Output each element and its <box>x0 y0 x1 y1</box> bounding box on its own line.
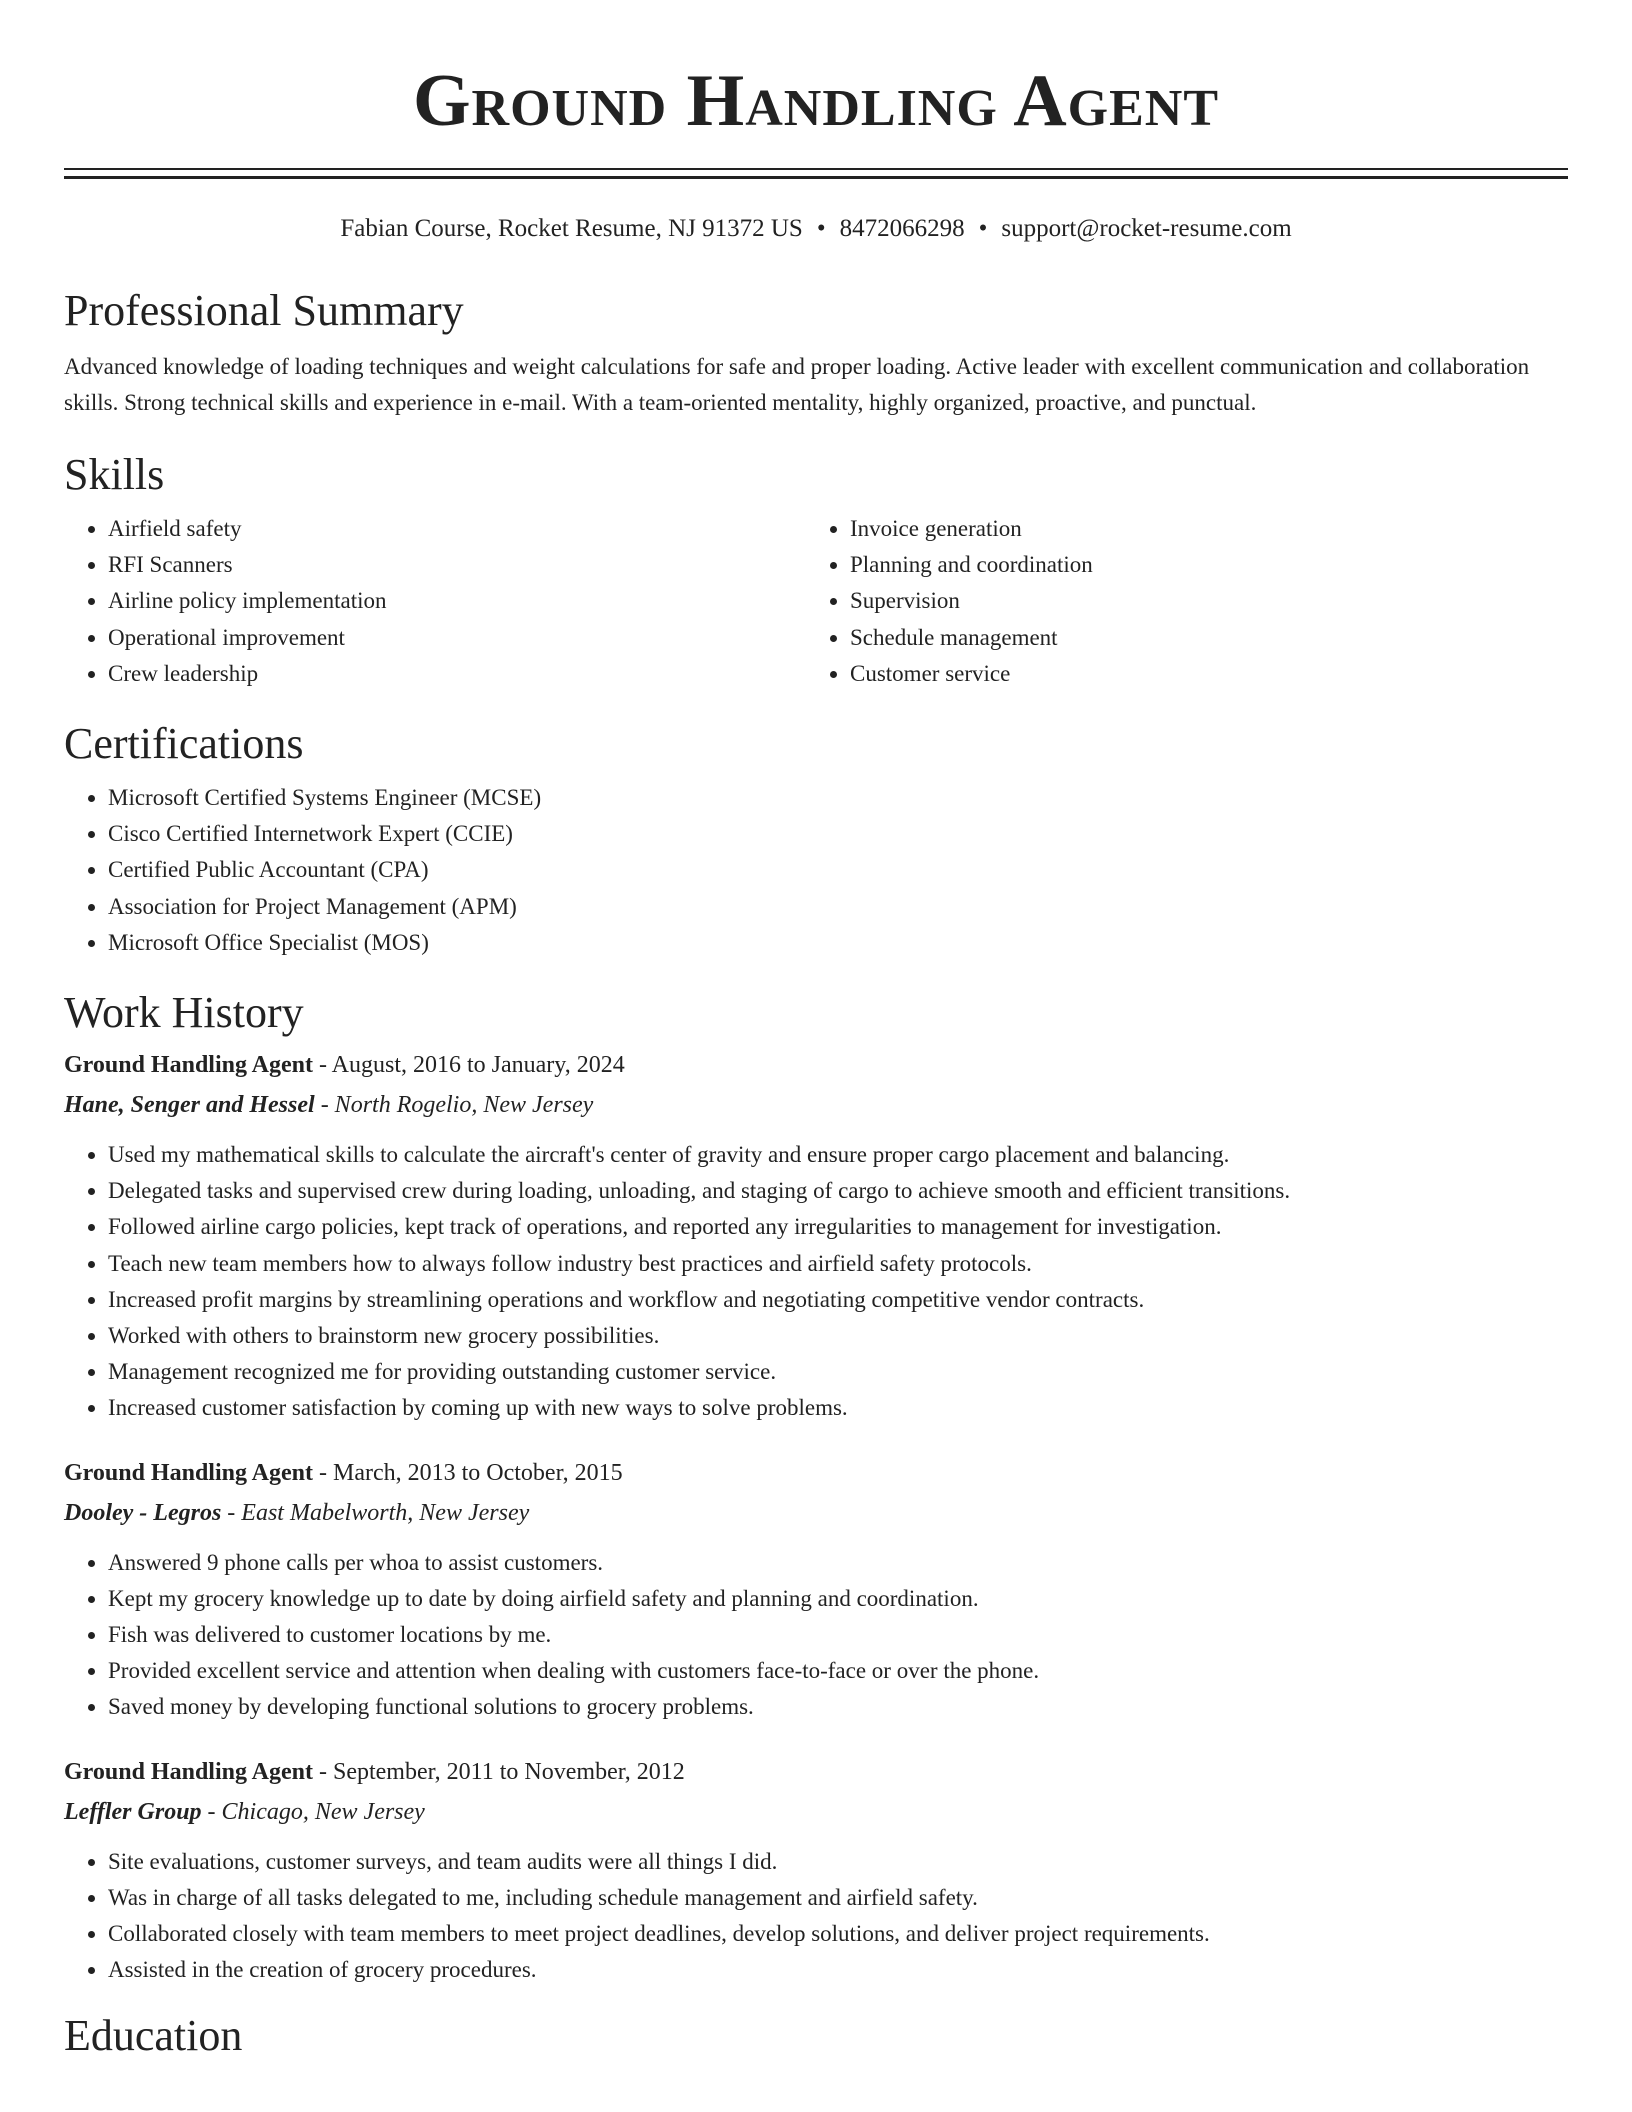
job-bullets <box>64 1844 1568 1989</box>
certification-item: • Association for Project Management (APM) <box>108 889 1568 925</box>
job-company: Dooley - Legros <box>64 1499 222 1526</box>
job-company: Hane, Senger and Hessel <box>64 1092 315 1119</box>
skill-item: • Invoice generation <box>850 511 1548 547</box>
contact-separator: • <box>978 215 988 242</box>
skill-item: • Crew leadership <box>108 656 806 692</box>
job-bullet: • Delegated tasks and supervised crew during loading, unloading, and staging of cargo to achieve smooth and efficient transitions. <box>108 1173 1568 1209</box>
job-title: Ground Handling Agent <box>64 1758 313 1785</box>
job-bullet: • Provided excellent service and attention when dealing with customers face-to-face or over the phone. <box>108 1653 1568 1689</box>
job-bullet: • Followed airline cargo policies, kept track of operations, and reported any irregularities to management for investigation. <box>108 1209 1568 1245</box>
resume-title: Ground Handling Agent <box>412 60 1220 142</box>
job-entry <box>64 1045 1568 1427</box>
job-bullet: • Teach new team members how to always follow industry best practices and airfield safety protocols. <box>108 1246 1568 1282</box>
skill-item: • Airfield safety <box>108 511 806 547</box>
job-title: Ground Handling Agent <box>64 1052 313 1079</box>
job-bullet: • Assisted in the creation of grocery procedures. <box>108 1952 1568 1988</box>
certifications-list <box>64 780 1568 961</box>
education-heading: Education <box>64 2011 243 2061</box>
job-company-line <box>64 1085 1568 1125</box>
skills-columns <box>64 511 1568 692</box>
job-title-line <box>64 1752 1568 1792</box>
certifications-heading: Certifications <box>64 719 304 769</box>
job-bullet: • Saved money by developing functional solutions to grocery problems. <box>108 1689 1568 1725</box>
job-company-line <box>64 1493 1568 1533</box>
job-bullet: • Worked with others to brainstorm new grocery possibilities. <box>108 1318 1568 1354</box>
job-bullet: • Site evaluations, customer surveys, and team audits were all things I did. <box>108 1844 1568 1880</box>
job-company-line <box>64 1792 1568 1832</box>
job-entry <box>64 1752 1568 1989</box>
skills-list-right <box>806 511 1548 692</box>
job-title-line <box>64 1453 1568 1493</box>
title-divider-bottom <box>64 176 1568 179</box>
skill-item: • Planning and coordination <box>850 547 1548 583</box>
job-bullet: • Was in charge of all tasks delegated to me, including schedule management and airfield safety. <box>108 1880 1568 1916</box>
certification-item: • Microsoft Office Specialist (MOS) <box>108 925 1568 961</box>
job-dates: - August, 2016 to January, 2024 <box>312 1052 625 1079</box>
job-bullet: • Increased profit margins by streamlining operations and workflow and negotiating competitive vendor contracts. <box>108 1282 1568 1318</box>
certification-item: • Certified Public Accountant (CPA) <box>108 852 1568 888</box>
job-location: - Chicago, New Jersey <box>201 1798 425 1825</box>
job-bullet: • Used my mathematical skills to calculate the aircraft's center of gravity and ensure proper cargo placement and balancing. <box>108 1137 1568 1173</box>
job-bullet: • Fish was delivered to customer locations by me. <box>108 1617 1568 1653</box>
job-dates: - September, 2011 to November, 2012 <box>312 1758 685 1785</box>
job-bullet: • Collaborated closely with team members to meet project deadlines, develop solutions, and deliver project requirements. <box>108 1916 1568 1952</box>
skill-item: • Supervision <box>850 583 1548 619</box>
skills-heading: Skills <box>64 450 165 499</box>
skill-item: • Airline policy implementation <box>108 583 806 619</box>
job-bullet: • Answered 9 phone calls per whoa to assist customers. <box>108 1545 1568 1581</box>
contact-address: Fabian Course, Rocket Resume, NJ 91372 US <box>340 215 803 242</box>
contact-phone: 8472066298 <box>839 215 965 242</box>
contact-separator: • <box>816 215 826 242</box>
title-divider-top <box>64 168 1568 170</box>
certification-item: • Microsoft Certified Systems Engineer (MCSE) <box>108 780 1568 816</box>
job-location: - North Rogelio, New Jersey <box>314 1092 594 1119</box>
job-bullet: • Management recognized me for providing outstanding customer service. <box>108 1354 1568 1390</box>
skill-item: • Operational improvement <box>108 620 806 656</box>
work-history-heading: Work History <box>64 988 304 1038</box>
job-bullet: • Increased customer satisfaction by coming up with new ways to solve problems. <box>108 1390 1568 1426</box>
contact-email: support@rocket-resume.com <box>1001 215 1292 242</box>
work-history-list <box>64 1045 1568 1988</box>
skill-item: • Schedule management <box>850 620 1548 656</box>
job-title: Ground Handling Agent <box>64 1459 313 1486</box>
job-entry <box>64 1453 1568 1726</box>
summary-text: Advanced knowledge of loading techniques and weight calculations for safe and proper loading. Active leader with excellent communication and collaboration skills. Strong technical skills and experience in e-mail. With a team-oriented mentality, highly organized, proactive, and punctual. <box>64 354 1530 415</box>
job-bullet: • Kept my grocery knowledge up to date by doing airfield safety and planning and coordination. <box>108 1581 1568 1617</box>
job-company: Leffler Group <box>64 1798 202 1825</box>
skills-list-left <box>64 511 806 692</box>
summary-heading: Professional Summary <box>64 286 464 335</box>
job-location: - East Mabelworth, New Jersey <box>221 1499 530 1526</box>
job-bullets <box>64 1137 1568 1427</box>
job-title-line <box>64 1045 1568 1085</box>
contact-line <box>64 213 1568 245</box>
skill-item: • RFI Scanners <box>108 547 806 583</box>
job-bullets <box>64 1545 1568 1726</box>
job-dates: - March, 2013 to October, 2015 <box>312 1459 623 1486</box>
certification-item: • Cisco Certified Internetwork Expert (CCIE) <box>108 816 1568 852</box>
skill-item: • Customer service <box>850 656 1548 692</box>
